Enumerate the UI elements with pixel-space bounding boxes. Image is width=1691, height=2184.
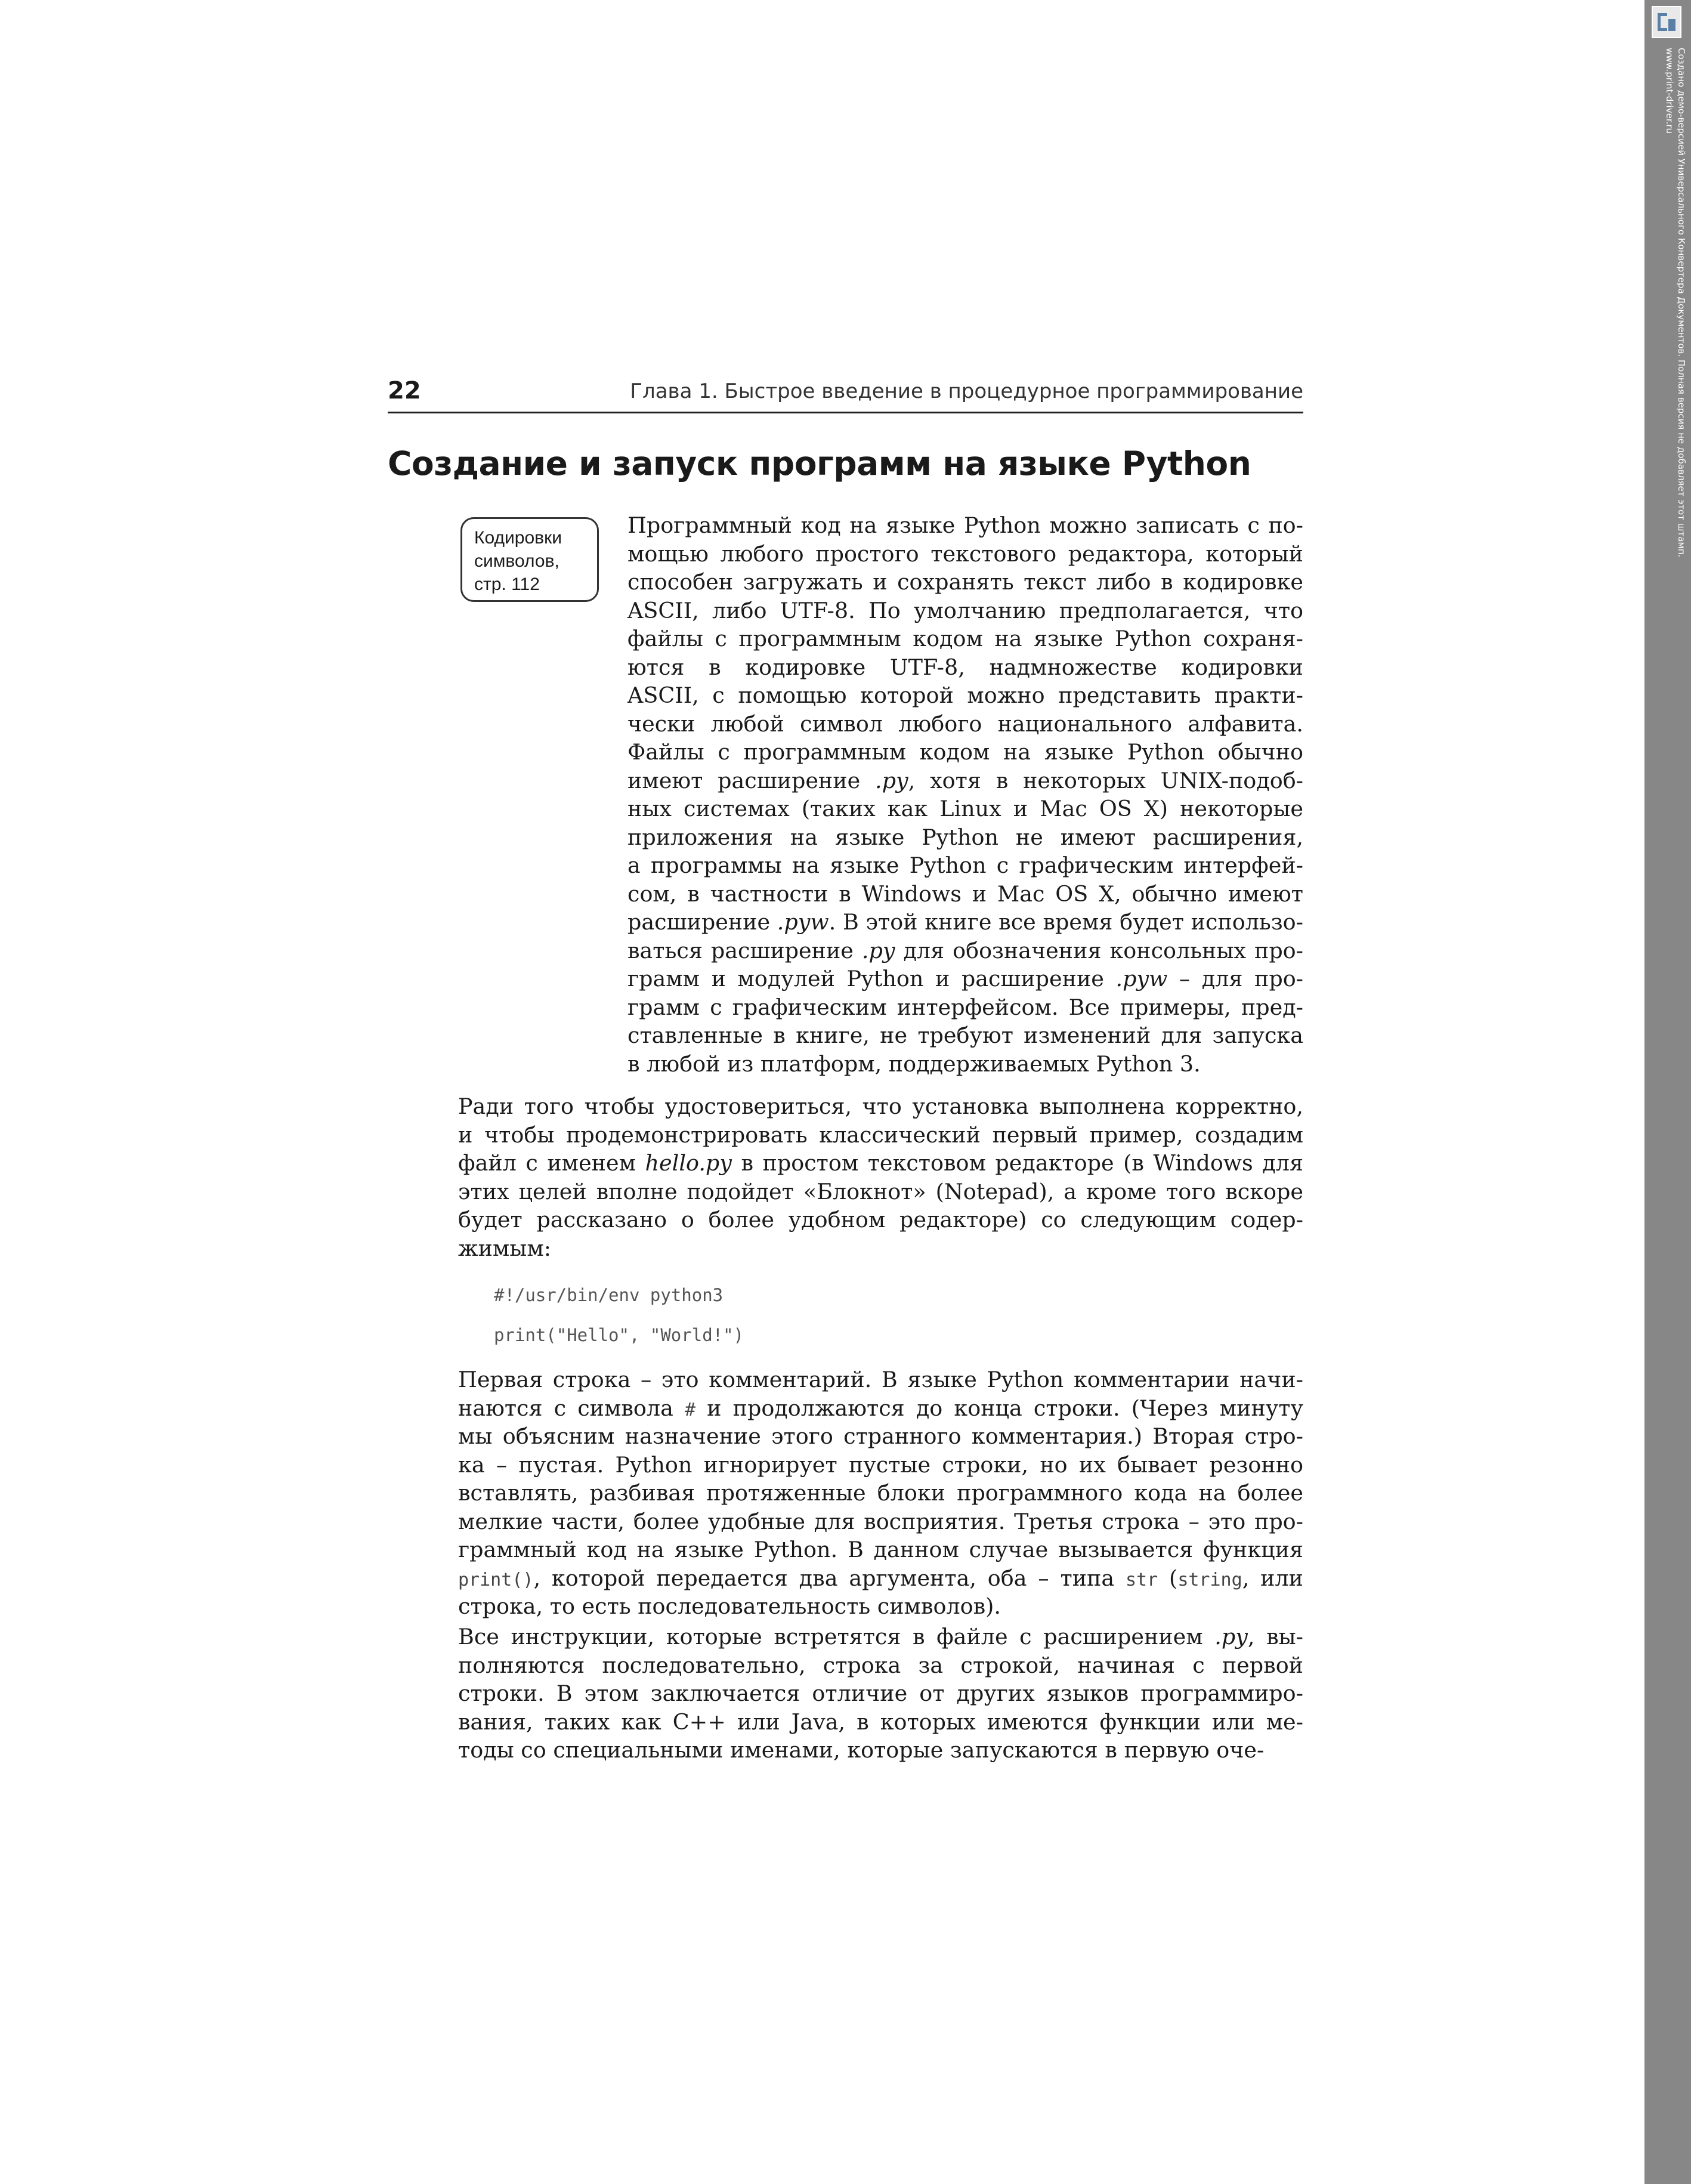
text-run: . В этой книге все время будет использо- <box>829 909 1303 935</box>
code-listing <box>494 1275 1269 1355</box>
margin-note <box>460 517 599 602</box>
text-run: ( <box>1158 1565 1178 1591</box>
text-line: полняются последовательно, строка за строкой, начиная с первой <box>458 1652 1303 1678</box>
text-run: файл с именем <box>458 1150 645 1176</box>
text-run: для обозначения консольных про- <box>895 937 1303 963</box>
text-line <box>627 908 1303 937</box>
code-line: #!/usr/bin/env python3 <box>494 1285 724 1305</box>
text-line <box>627 937 1303 965</box>
text-line: мелкие части, более удобные для восприятия. Третья строка – это про- <box>458 1508 1303 1534</box>
text-line: строка, то есть последовательность символов). <box>458 1593 1001 1619</box>
file-extension: .py <box>1214 1624 1248 1649</box>
code-line: print("Hello", "World!") <box>494 1325 744 1345</box>
page-number: 22 <box>388 377 421 404</box>
file-extension: .py <box>875 767 908 793</box>
file-extension: .pyw <box>777 909 829 935</box>
text-line: Ради того чтобы удостовериться, что установка выполнена корректно, <box>458 1093 1303 1119</box>
text-line: Программный код на языке Python можно записать с по- <box>627 512 1303 538</box>
text-line <box>458 1564 1303 1593</box>
watermark-line: Создано демо-версией Универсального Конвертера Документов. Полная версия не добавляет этот штамп. <box>1676 48 1687 558</box>
text-run: расширение <box>627 909 777 935</box>
text-run: , которой передается два аргумента, оба – типа <box>533 1565 1126 1591</box>
text-line: Первая строка – это комментарий. В языке Python комментарии начи- <box>458 1367 1303 1392</box>
text-run: имеют расширение <box>627 767 876 793</box>
text-line: мощью любого простого текстового редактора, который <box>627 540 1303 567</box>
text-line: ка – пустая. Python игнорирует пустые строки, но их бывает резонно <box>458 1451 1303 1478</box>
paragraph-code-explanation <box>458 1366 1303 1621</box>
converter-logo-icon <box>1652 6 1681 38</box>
watermark-text <box>1664 48 1687 557</box>
file-extension: .pyw <box>1115 966 1168 991</box>
text-line <box>458 1623 1303 1651</box>
inline-code: # <box>684 1399 696 1420</box>
text-run: , вы- <box>1247 1624 1303 1649</box>
text-line: вания, таких как C++ или Java, в которых имеются функции или ме- <box>458 1709 1303 1735</box>
text-run: ваться расширение <box>627 937 862 963</box>
text-line: способен загружать и сохранять текст либо в кодировке <box>627 569 1303 595</box>
paragraph-hello-example <box>458 1092 1303 1262</box>
text-run: , хотя в некоторых UNIX-подоб- <box>908 767 1303 793</box>
text-line: вставлять, разбивая протяженные блоки программного кода на более <box>458 1480 1303 1506</box>
text-run: – для про- <box>1167 966 1303 991</box>
text-line <box>458 1149 1303 1178</box>
text-line: а программы на языке Python с графическим интерфей- <box>627 852 1303 878</box>
text-line: файлы с программным кодом на языке Python сохраня- <box>627 626 1303 651</box>
inline-code: str <box>1126 1569 1158 1590</box>
text-line: мы объясним назначение этого странного комментария.) Вторая стро- <box>458 1423 1303 1449</box>
margin-note-line: стр. 112 <box>474 574 540 594</box>
text-run: , или <box>1242 1565 1304 1591</box>
text-line: грамм с графическим интерфейсом. Все примеры, пред- <box>627 994 1303 1020</box>
running-head <box>388 375 1303 413</box>
margin-note-line: символов, <box>474 551 559 571</box>
text-line: жимым: <box>458 1235 552 1261</box>
text-line: в любой из платформ, поддерживаемых Python 3. <box>627 1051 1201 1077</box>
text-run: грамм и модулей Python и расширение <box>627 966 1116 991</box>
paragraph-execution-order <box>458 1623 1303 1765</box>
file-extension: hello.py <box>645 1150 732 1176</box>
text-line <box>627 767 1303 795</box>
section-title: Создание и запуск программ на языке Python <box>388 444 1251 483</box>
text-line: ных системах (таких как Linux и Mac OS X) некоторые <box>627 796 1303 821</box>
watermark-strip <box>1644 0 1691 2184</box>
text-line: и чтобы продемонстрировать классический первый пример, создадим <box>458 1122 1303 1148</box>
file-extension: .py <box>861 937 895 963</box>
text-line: чески любой символ любого национального алфавита. <box>627 711 1303 737</box>
text-line: Файлы с программным кодом на языке Python обычно <box>627 739 1303 765</box>
text-line: этих целей вполне подойдет «Блокнот» (Notepad), а кроме того вскоре <box>458 1178 1303 1204</box>
text-line: ASCII, либо UTF-8. По умолчанию предполагается, что <box>627 597 1303 623</box>
text-run: наются с символа <box>458 1395 685 1421</box>
inline-code: string <box>1177 1569 1242 1590</box>
text-line <box>458 1394 1303 1423</box>
chapter-title: Глава 1. Быстрое введение в процедурное программирование <box>630 379 1303 403</box>
text-run: в простом текстовом редакторе (в Windows для <box>731 1150 1303 1176</box>
text-run: и продолжаются до конца строки. (Через минуту <box>695 1395 1303 1421</box>
paragraph-file-encodings <box>627 511 1303 1078</box>
text-line: будет рассказано о более удобном редакторе) со следующим содер- <box>458 1207 1303 1232</box>
inline-code: print() <box>458 1569 534 1590</box>
text-line: граммный код на языке Python. В данном случае вызывается функция <box>458 1537 1303 1562</box>
text-line: ются в кодировке UTF-8, надмножестве кодировки <box>627 654 1303 680</box>
text-line: сом, в частности в Windows и Mac OS X, обычно имеют <box>627 881 1303 907</box>
text-line: строки. В этом заключается отличие от других языков программиро- <box>458 1681 1303 1706</box>
text-line: приложения на языке Python не имеют расширения, <box>627 824 1303 850</box>
watermark-line: www.print-driver.ru <box>1664 48 1675 134</box>
text-run: Все инструкции, которые встретятся в файле с расширением <box>458 1624 1215 1649</box>
text-line: ставленные в книге, не требуют изменений для запуска <box>627 1023 1303 1048</box>
margin-note-line: Кодировки <box>474 528 562 548</box>
text-line: ASCII, с помощью которой можно представить практи- <box>627 682 1303 708</box>
text-line: тоды со специальными именами, которые запускаются в первую оче- <box>458 1737 1265 1763</box>
text-line <box>627 965 1303 993</box>
